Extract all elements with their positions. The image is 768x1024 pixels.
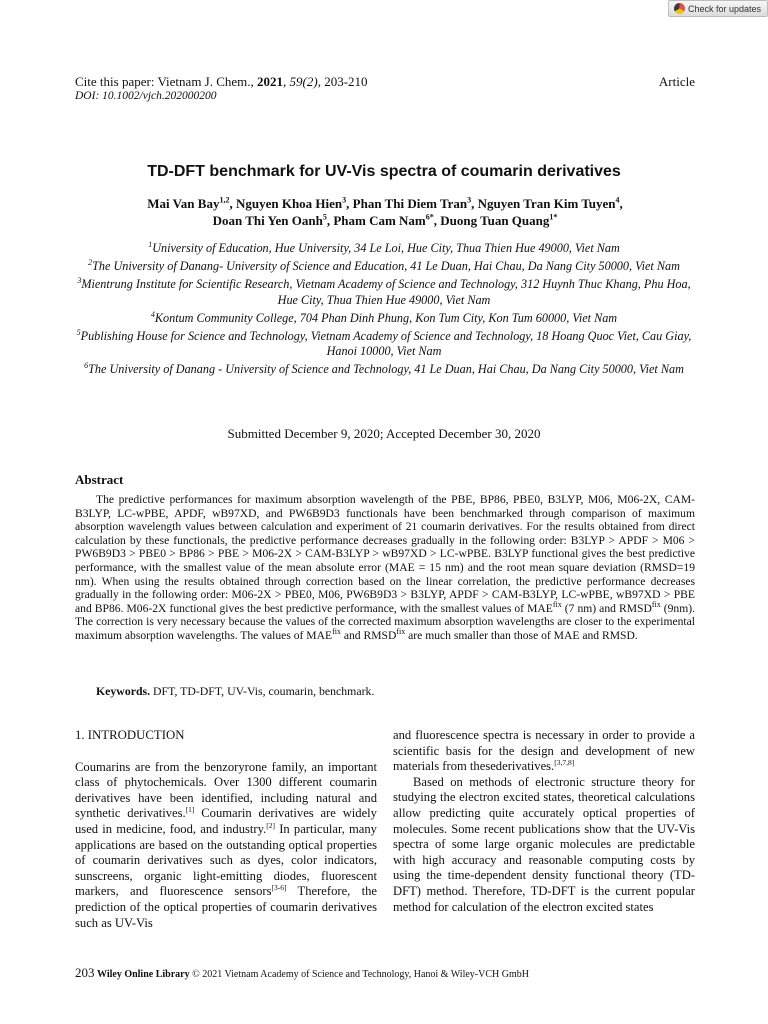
author: Nguyen Khoa Hien$^3$, <box>235 195 353 211</box>
doi: DOI: 10.1002/vjch.202000200 <box>75 90 217 102</box>
affiliation: $^5$Publishing House for Science and Technology, Vietnam Academy of Science and Technology, 18 Hoang Quoc Viet, Cau Giay, Hanoi 10000, Viet Nam <box>76 327 692 358</box>
affiliations <box>75 241 693 380</box>
author-list <box>80 195 690 229</box>
author: Nguyen Tran Kim Tuyen$^4$, <box>477 195 623 211</box>
cite-year: 2021 <box>257 74 284 89</box>
abstract-heading: Abstract <box>75 472 124 487</box>
reference-marker[interactable]: [3-6] <box>271 883 287 893</box>
keywords <box>96 684 374 699</box>
author: Phan Thi Diem Tran$^3$, <box>352 195 478 211</box>
page-footer <box>75 965 529 981</box>
author: Doan Thi Yen Oanh$^5$, <box>212 212 334 228</box>
affiliation: $^3$Mientrung Institute for Scientific Research, Vietnam Academy of Science and Technology, 312 Huynh Thuc Khang, Phu Hoa, Hue City, Thua Thien Hue 49000, Viet Nam <box>77 275 691 307</box>
author: Mai Van Bay$^{1,2}$, <box>147 195 236 211</box>
paper-title: TD-DFT benchmark for UV-Vis spectra of coumarin derivatives <box>147 163 621 180</box>
author: Pham Cam Nam$^{6*}$, <box>333 212 441 228</box>
intro-paragraph: and fluorescence spectra is necessary in order to provide a scientific basis for the design and development of new materials from thesederivatives.[3,7,8] <box>393 728 695 774</box>
crossmark-icon <box>674 3 685 14</box>
abstract-body: The predictive performances for maximum absorption wavelength of the PBE, BP86, PBE0, B3LYP, M06, M06-2X, CAM-B3LYP, LC-wPBE, APDF, wB97XD, and PW6B9D3 functionals have been benchmarked through comparison of maximum absorption wavelength values between calculation and experiment of 21 coumarin derivatives. For the results obtained from direct calculation by these functionals, the predictive performance decreases gradually in the following order: B3LYP > APDF > M06 > PW6B9D3 > PBE0 > BP86 > PBE > M06-2X > CAM-B3LYP > wB97XD > LC-wPBE. B3LYP functional gives the best predictive performance, with the smallest value of the mean absolute error (MAE = 15 nm) and the root mean square deviation (RMSD=19 nm). When using the results obtained through correction based on the linear correlation, the predictive performance decreases gradually in the following order: M06-2X > PBE0, M06, PW6B9D3 > B3LYP, APDF > CAM-B3LYP, LC-wPBE, wB97XD > PBE and BP86. M06-2X functional gives the best predictive performance, with the smallest values of $MAE^{fix}$ (7 nm) and $RMSD^{fix}$ (9nm). The correction is very necessary because the values of the corrected maximum absorption wavelengths are closer to the experimental maximum absorption wavelengths. The values of $MAE^{fix}$ and $RMSD^{fix}$ are much smaller than those of MAE and RMSD. <box>75 493 695 642</box>
cite-prefix: Cite this paper: Vietnam J. Chem., <box>75 74 258 89</box>
right-column <box>393 728 695 915</box>
cite-pages: , 203-210 <box>317 74 368 89</box>
submission-dates: Submitted December 9, 2020; Accepted December 30, 2020 <box>227 426 541 441</box>
intro-paragraph: Based on methods of electronic structure theory for studying the electron excited states, theoretical calculations allow predicting quite accurately optical properties of molecules. Some recent publications show that the UV-Vis spectra of some large organic molecules are predictable with high accuracy and reasonable computing costs by using the time-dependent density functional theory (TD-DFT) method. Therefore, TD-DFT is the current popular method for calculation of the electron excited states <box>393 774 695 914</box>
citation-line <box>75 74 368 90</box>
affiliation: $^6$The University of Danang - University of Science and Technology, 41 Le Duan, Hai Chau, Da Nang City 50000, Viet Nam <box>84 360 684 376</box>
article-type: Article <box>658 74 695 89</box>
reference-marker[interactable]: [3,7,8] <box>554 758 575 767</box>
keywords-label: Keywords. <box>96 684 151 698</box>
copyright: © 2021 Vietnam Academy of Science and Technology, Hanoi & Wiley-VCH GmbH <box>189 969 529 980</box>
cite-volume: , 59(2) <box>283 74 318 89</box>
check-for-updates-button[interactable] <box>668 0 768 17</box>
affiliation: $^1$University of Education, Hue University, 34 Le Loi, Hue City, Thua Thien Hue 49000, Viet Nam <box>148 239 620 255</box>
intro-paragraph: Coumarins are from the benzoryrone family, an important class of phytochemicals. Over 1300 different coumarin derivatives have been identified, including natural and synthetic derivatives.[1] Coumarin derivatives are widely used in medicine, food, and industry.[2] In particular, many applications are based on the outstanding optical properties of coumarin derivatives such as dyes, color indicators, sunscreens, organic light-emitting diodes, fluorescent markers, and fluorescence sensors[3-6] Therefore, the prediction of the optical properties of coumarin derivatives such as UV-Vis <box>75 759 377 930</box>
left-column <box>75 728 377 931</box>
affiliation: $^2$The University of Danang- University of Science and Education, 41 Le Duan, Hai Chau, Da Nang City 50000, Viet Nam <box>88 257 680 273</box>
affiliation: $^4$Kontum Community College, 704 Phan Dinh Phung, Kon Tum City, Kon Tum 60000, Viet Nam <box>150 309 618 325</box>
section-heading: 1. INTRODUCTION <box>75 728 185 742</box>
keywords-text: DFT, TD-DFT, UV-Vis, coumarin, benchmark. <box>150 684 375 698</box>
page-number: 203 <box>75 965 95 980</box>
check-for-updates-label: Check for updates <box>688 3 762 14</box>
reference-marker[interactable]: [1] <box>185 805 195 815</box>
author: Duong Tuan Quang$^{1*}$ <box>440 212 558 228</box>
wiley-online-library[interactable]: Wiley Online Library <box>97 969 190 980</box>
reference-marker[interactable]: [2] <box>266 820 275 830</box>
